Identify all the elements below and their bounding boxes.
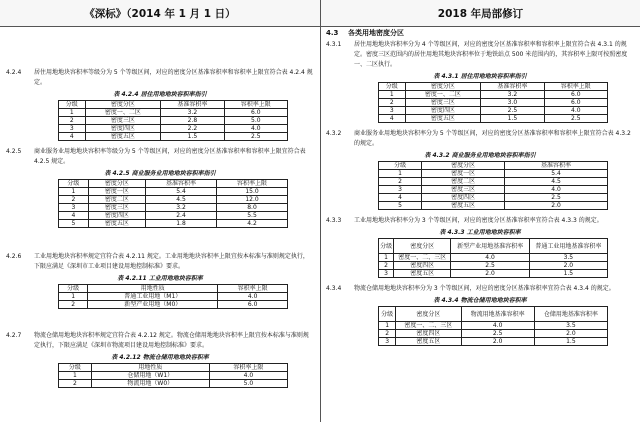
column-header: 用地性质 [91, 364, 209, 372]
table-cell: 1.5 [161, 133, 224, 141]
table-cell: 2.5 [461, 330, 534, 338]
clause-4-2-7: 4.2.7 物流仓储用地地块容积率规定宜符合表 4.2.12 规定。物流仓储用地地块容积率上限宜按本标准与准则规定执行，下限应满足《深圳市物流项目建设用地控制标准》要求。 [6, 332, 309, 349]
table-cell: 密度四区 [422, 194, 505, 202]
clause-4-2-4: 4.2.4 居住用地地块容积率等级分为 5 个等级区间，对应的密度分区基准容积率和容积率上限宜符合表 4.2.4 规定。 [6, 69, 313, 86]
table-row [379, 194, 608, 202]
table-cell: 2 [59, 196, 89, 204]
clause-4-3-4: 4.3.4 物流仓储用地地块容积率分为 3 个等级区间，对应的密度分区基准容积率宜符合表 4.3.4 的规定。 [326, 285, 615, 292]
table-row [379, 202, 608, 210]
table-cell: 12.0 [217, 196, 288, 204]
table-cell: 密度三区 [405, 99, 481, 107]
table-row [379, 178, 608, 186]
table-cell: 5 [379, 202, 422, 210]
table-cell: 1 [59, 109, 86, 117]
column-header: 容积率上限 [218, 285, 288, 293]
table-cell: 密度三区 [85, 117, 161, 125]
table-cell: 4.0 [218, 293, 288, 301]
table-cell: 3 [379, 270, 394, 278]
clause-4-3-1: 4.3.1 居住用地地块容积率分为 4 个等级区间，对应的密度分区基准容积率和容积率上限宜符合表 4.3.1 的规定。密度三区范围内的居住用地其地块容积率位于地铁站点 500 米范围内的，其容积率上限可按照密度一、二区执行。 [326, 41, 628, 68]
table-cell: 密度二区 [422, 178, 505, 186]
table-cell: 5 [59, 220, 89, 228]
table-cell: 4.0 [461, 322, 534, 330]
table-cell: 2.5 [224, 133, 287, 141]
column-header: 密度分区 [85, 101, 161, 109]
table-cell: 1 [379, 170, 422, 178]
table-cell: 2.8 [161, 117, 224, 125]
table-cell: 4 [59, 212, 89, 220]
table-cell: 2.0 [461, 338, 534, 346]
data-table [378, 161, 608, 210]
table-cell: 6.0 [224, 109, 287, 117]
column-divider [320, 0, 321, 422]
table-cell: 密度五区 [88, 220, 145, 228]
table-header-row [379, 83, 608, 91]
table-cell: 4.0 [209, 372, 287, 380]
table-row [59, 204, 288, 212]
table-row [59, 212, 288, 220]
table-cell: 3.5 [529, 254, 607, 262]
table-caption: 表 4.2.12 物流仓储用地地块容积率 [111, 354, 209, 361]
data-table [378, 306, 608, 346]
table-cell: 5.0 [209, 380, 287, 388]
table-cell: 1 [59, 293, 88, 301]
right-column [326, 28, 634, 346]
table-cell: 2.2 [161, 125, 224, 133]
table-cell: 5.4 [146, 188, 217, 196]
column-header: 分级 [379, 83, 406, 91]
column-header: 密度分区 [88, 180, 145, 188]
table-cell: 2 [379, 99, 406, 107]
table-cell: 4.0 [451, 254, 529, 262]
column-header: 物流用地基准容积率 [461, 307, 534, 322]
table-row [379, 186, 608, 194]
data-table [58, 179, 288, 228]
column-header: 基准容积率 [481, 83, 544, 91]
table-cell: 密度三区 [422, 186, 505, 194]
table-cell: 普通工业用地（M1） [88, 293, 218, 301]
table-caption: 表 4.3.2 商业服务业用地地块容积率指引 [424, 152, 536, 159]
table-row [379, 91, 608, 99]
column-header: 分级 [59, 364, 92, 372]
table-caption: 表 4.3.3 工业用地地块容积率 [439, 229, 521, 236]
table-cell: 1 [59, 188, 89, 196]
table-cell: 密度一、二区 [85, 109, 161, 117]
table-row [379, 170, 608, 178]
table-cell: 15.0 [217, 188, 288, 196]
table-cell: 2 [379, 330, 396, 338]
table-cell: 3 [59, 204, 89, 212]
table-cell: 密度一区 [88, 188, 145, 196]
table-row [379, 338, 608, 346]
column-header: 分级 [379, 307, 396, 322]
table-cell: 6.0 [544, 91, 607, 99]
column-header: 分级 [379, 239, 394, 254]
table-cell: 密度一区 [422, 170, 505, 178]
column-header: 基准容积率 [146, 180, 217, 188]
table-row [59, 301, 288, 309]
table-caption: 表 4.2.4 居住用地地块容积率指引 [113, 91, 207, 98]
table-cell: 5.5 [217, 212, 288, 220]
table-header-row [379, 162, 608, 170]
column-header: 基准容积率 [161, 101, 224, 109]
table-cell: 3.2 [161, 109, 224, 117]
data-table [58, 363, 288, 388]
table-cell: 3 [379, 186, 422, 194]
table-cell: 密度五区 [405, 115, 481, 123]
table-cell: 3.2 [146, 204, 217, 212]
clause-4-2-6: 4.2.6 工业用地地块容积率规定宜符合表 4.2.11 规定。工业用地地块容积率上限宜按本标准与准则规定执行，下限应满足《深圳市工业项目建设用地控制标准》要求。 [6, 253, 309, 270]
clause-4-2-5: 4.2.5 商业服务业用地地块容积率等级分为 5 个等级区间，对应的密度分区基准容积率和容积率上限宜符合表 4.2.5 规定。 [6, 148, 306, 165]
table-cell: 密度三区 [88, 204, 145, 212]
table-row [59, 133, 288, 141]
column-header: 新型产业用地基准容积率 [451, 239, 529, 254]
table-caption: 表 4.3.1 居住用地地块容积率指引 [433, 73, 527, 80]
table-cell: 2.0 [451, 270, 529, 278]
table-row [59, 293, 288, 301]
table-cell: 1 [59, 372, 92, 380]
table-cell: 密度五区 [396, 338, 461, 346]
table-cell: 密度四区 [88, 212, 145, 220]
table-cell: 4.2 [217, 220, 288, 228]
table-cell: 2 [59, 301, 88, 309]
column-header: 仓储用地基准容积率 [534, 307, 607, 322]
table-cell: 2 [379, 262, 394, 270]
table-row [59, 125, 288, 133]
table-cell: 8.0 [217, 204, 288, 212]
table-cell: 密度一、二、三区 [396, 322, 461, 330]
table-row [379, 107, 608, 115]
table-cell: 2 [59, 117, 86, 125]
table-cell: 1.5 [529, 270, 607, 278]
table-cell: 密度一、二、三区 [394, 254, 451, 262]
table-cell: 3.5 [534, 322, 607, 330]
column-header: 密度分区 [396, 307, 461, 322]
column-header: 分级 [59, 180, 89, 188]
table-cell: 1 [379, 254, 394, 262]
table-cell: 4 [59, 133, 86, 141]
column-header: 分级 [59, 285, 88, 293]
table-row [59, 188, 288, 196]
table-caption: 表 4.2.5 商业服务业用地地块容积率指引 [104, 170, 216, 177]
table-cell: 2.0 [534, 330, 607, 338]
table-cell: 密度五区 [85, 133, 161, 141]
table-row [379, 99, 608, 107]
section-4-3-heading: 4.3 各类用地密度分区 [326, 29, 404, 37]
table-cell: 2.5 [481, 107, 544, 115]
table-row [59, 117, 288, 125]
table-cell: 3.0 [481, 99, 544, 107]
table-cell: 4 [379, 194, 422, 202]
data-table [58, 284, 288, 309]
table-cell: 1.5 [534, 338, 607, 346]
column-header: 分级 [379, 162, 422, 170]
column-header: 容积率上限 [544, 83, 607, 91]
table-row [59, 380, 288, 388]
column-header: 容积率上限 [224, 101, 287, 109]
column-header: 密度分区 [422, 162, 505, 170]
table-cell: 密度四区 [85, 125, 161, 133]
table-cell: 1.8 [146, 220, 217, 228]
table-row [379, 254, 608, 262]
table-row [59, 196, 288, 204]
table-row [379, 270, 608, 278]
column-header: 容积率上限 [209, 364, 287, 372]
table-cell: 密度四区 [405, 107, 481, 115]
table-cell: 4.0 [224, 125, 287, 133]
data-table [378, 82, 608, 123]
table-row [59, 220, 288, 228]
table-cell: 6.0 [544, 99, 607, 107]
table-row [379, 330, 608, 338]
left-column [6, 28, 314, 388]
column-header: 密度分区 [405, 83, 481, 91]
table-row [59, 372, 288, 380]
table-header-row [379, 307, 608, 322]
table-cell: 4.5 [146, 196, 217, 204]
table-cell: 6.0 [218, 301, 288, 309]
table-cell: 物流用地（W0） [91, 380, 209, 388]
table-caption: 表 4.3.4 物流仓储用地地块容积率 [433, 297, 527, 304]
table-header-row [59, 101, 288, 109]
clause-4-3-3: 4.3.3 工业用地地块容积率分为 3 个等级区间，对应的密度分区基准容积率宜符合表 4.3.3 的规定。 [326, 217, 603, 224]
table-cell: 2.4 [146, 212, 217, 220]
table-cell: 3 [379, 338, 396, 346]
table-header-row [59, 180, 288, 188]
column-header: 容积率上限 [217, 180, 288, 188]
table-cell: 新型产业用地（M0） [88, 301, 218, 309]
column-header: 普通工业用地基准容积率 [529, 239, 607, 254]
table-cell: 2.5 [505, 194, 608, 202]
table-cell: 4 [379, 115, 406, 123]
table-cell: 仓储用地（W1） [91, 372, 209, 380]
table-row [379, 322, 608, 330]
table-cell: 2 [379, 178, 422, 186]
table-caption: 表 4.2.11 工业用地地块容积率 [117, 275, 203, 282]
table-cell: 密度五区 [422, 202, 505, 210]
table-cell: 密度四区 [394, 262, 451, 270]
table-cell: 2.5 [544, 115, 607, 123]
table-row [379, 262, 608, 270]
clause-4-3-2: 4.3.2 商业服务业用地地块容积率分为 5 个等级区间，对应的密度分区基准容积率和容积率上限宜符合表 4.3.2 的规定。 [326, 130, 631, 147]
table-cell: 密度二区 [88, 196, 145, 204]
left-column-title: 《深标》（2014 年 1 月 1 日） [84, 8, 236, 20]
table-cell: 2.0 [529, 262, 607, 270]
table-row [379, 115, 608, 123]
table-header-row [379, 239, 608, 254]
table-cell: 2 [59, 380, 92, 388]
column-header: 密度分区 [394, 239, 451, 254]
data-table [378, 238, 608, 278]
table-cell: 密度五区 [394, 270, 451, 278]
table-cell: 2.0 [505, 202, 608, 210]
table-cell: 密度四区 [396, 330, 461, 338]
table-cell: 4.5 [505, 178, 608, 186]
column-header: 用地性质 [88, 285, 218, 293]
table-row [59, 109, 288, 117]
table-header-row [59, 285, 288, 293]
table-cell: 1.5 [481, 115, 544, 123]
table-cell: 5.0 [224, 117, 287, 125]
table-cell: 4.0 [544, 107, 607, 115]
table-cell: 5.4 [505, 170, 608, 178]
column-header: 分级 [59, 101, 86, 109]
table-cell: 1 [379, 322, 396, 330]
table-cell: 4.0 [505, 186, 608, 194]
column-header: 基准容积率 [505, 162, 608, 170]
table-cell: 3 [59, 125, 86, 133]
table-cell: 密度一、二区 [405, 91, 481, 99]
right-column-title: 2018 年局部修订 [437, 8, 524, 20]
table-cell: 3.2 [481, 91, 544, 99]
data-table [58, 100, 288, 141]
table-cell: 2.5 [451, 262, 529, 270]
table-cell: 3 [379, 107, 406, 115]
table-header-row [59, 364, 288, 372]
table-cell: 1 [379, 91, 406, 99]
